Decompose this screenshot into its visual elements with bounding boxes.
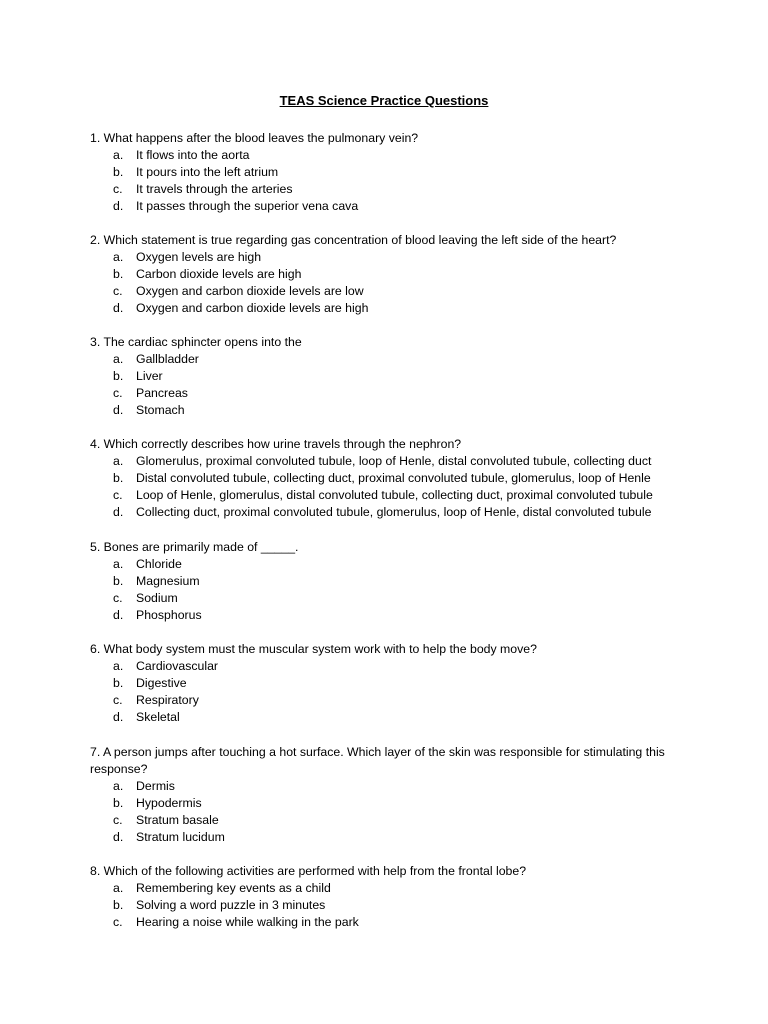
option-text: Liver [136,369,163,383]
option-text: Respiratory [136,693,199,707]
question-text: 5. Bones are primarily made of _____. [90,540,299,554]
question-text: 7. A person jumps after touching a hot surface. Which layer of the skin was responsible for stimulating this response? [90,745,665,776]
option-letter: b. [113,574,124,588]
answer-options [90,556,690,624]
option-text: Oxygen and carbon dioxide levels are high [136,301,369,315]
option-letter: b. [113,796,124,810]
question-1 [90,130,690,215]
option-text: Phosphorus [136,608,202,622]
option-text: It travels through the arteries [136,182,293,196]
option-text: Collecting duct, proximal convoluted tubule, glomerulus, loop of Henle, distal convoluted tubule [136,505,652,519]
question-text: 6. What body system must the muscular system work with to help the body move? [90,642,537,656]
option-text: Dermis [136,779,175,793]
option-letter: b. [113,369,124,383]
answer-option [90,198,690,215]
option-letter: a. [113,148,124,162]
answer-option [90,829,690,846]
question-3 [90,334,690,419]
option-text: Oxygen and carbon dioxide levels are low [136,284,364,298]
answer-option [90,470,690,487]
answer-option [90,249,690,266]
answer-options [90,249,690,317]
option-text: Remembering key events as a child [136,881,331,895]
option-text: Skeletal [136,710,180,724]
question-2 [90,232,690,317]
option-text: Magnesium [136,574,200,588]
option-letter: c. [113,284,123,298]
answer-options [90,880,690,931]
answer-option [90,658,690,675]
option-letter: a. [113,557,124,571]
answer-option [90,607,690,624]
option-letter: b. [113,471,124,485]
option-letter: c. [113,591,123,605]
option-letter: a. [113,352,124,366]
option-text: Solving a word puzzle in 3 minutes [136,898,326,912]
option-letter: a. [113,454,124,468]
answer-option [90,573,690,590]
option-text: Cardiovascular [136,659,219,673]
option-letter: d. [113,301,124,315]
option-letter: b. [113,676,124,690]
answer-options [90,453,690,521]
option-text: Stomach [136,403,185,417]
option-letter: b. [113,267,124,281]
option-text: Stratum basale [136,813,219,827]
option-text: Hypodermis [136,796,202,810]
answer-option [90,164,690,181]
option-text: Chloride [136,557,182,571]
option-text: Sodium [136,591,178,605]
answer-option [90,504,690,521]
question-8 [90,863,690,931]
option-letter: b. [113,898,124,912]
question-6 [90,641,690,726]
option-text: Glomerulus, proximal convoluted tubule, loop of Henle, distal convoluted tubule, collecting duct [136,454,652,468]
question-text: 2. Which statement is true regarding gas concentration of blood leaving the left side of the heart? [90,233,617,247]
question-text: 4. Which correctly describes how urine travels through the nephron? [90,437,462,451]
option-text: Stratum lucidum [136,830,225,844]
answer-option [90,368,690,385]
option-letter: a. [113,779,124,793]
answer-option [90,778,690,795]
option-text: Digestive [136,676,187,690]
option-text: Loop of Henle, glomerulus, distal convoluted tubule, collecting duct, proximal convoluted tubule [136,488,653,502]
answer-option [90,147,690,164]
question-text: 1. What happens after the blood leaves the pulmonary vein? [90,131,419,145]
option-letter: a. [113,659,124,673]
answer-option [90,283,690,300]
answer-options [90,147,690,215]
answer-option [90,812,690,829]
answer-option [90,692,690,709]
option-letter: c. [113,693,123,707]
option-text: Pancreas [136,386,188,400]
option-letter: d. [113,199,124,213]
answer-option [90,351,690,368]
question-text: 8. Which of the following activities are performed with help from the frontal lobe? [90,864,527,878]
question-text: 3. The cardiac sphincter opens into the [90,335,302,349]
answer-option [90,266,690,283]
answer-option [90,914,690,931]
option-letter: a. [113,250,124,264]
answer-option [90,675,690,692]
answer-option [90,709,690,726]
answer-option [90,487,690,504]
option-text: Carbon dioxide levels are high [136,267,302,281]
option-letter: d. [113,608,124,622]
answer-option [90,402,690,419]
option-letter: d. [113,505,124,519]
question-7 [90,744,690,846]
answer-option [90,880,690,897]
answer-options [90,351,690,419]
option-letter: a. [113,881,124,895]
option-letter: d. [113,710,124,724]
option-letter: d. [113,403,124,417]
option-text: Distal convoluted tubule, collecting duct, proximal convoluted tubule, glomerulus, loop of Henle [136,471,651,485]
answer-option [90,897,690,914]
answer-option [90,385,690,402]
option-text: It flows into the aorta [136,148,250,162]
answer-options [90,778,690,846]
answer-option [90,795,690,812]
option-letter: d. [113,830,124,844]
option-text: It passes through the superior vena cava [136,199,359,213]
option-letter: c. [113,182,123,196]
option-letter: c. [113,386,123,400]
answer-option [90,181,690,198]
option-letter: c. [113,915,123,929]
option-text: It pours into the left atrium [136,165,279,179]
option-letter: c. [113,813,123,827]
option-text: Oxygen levels are high [136,250,262,264]
answer-option [90,453,690,470]
answer-option [90,556,690,573]
answer-option [90,300,690,317]
option-text: Gallbladder [136,352,199,366]
question-4 [90,436,690,521]
option-letter: c. [113,488,123,502]
answer-option [90,590,690,607]
option-letter: b. [113,165,124,179]
answer-options [90,658,690,726]
option-text: Hearing a noise while walking in the park [136,915,359,929]
question-5 [90,539,690,624]
document-title: TEAS Science Practice Questions [279,93,489,108]
